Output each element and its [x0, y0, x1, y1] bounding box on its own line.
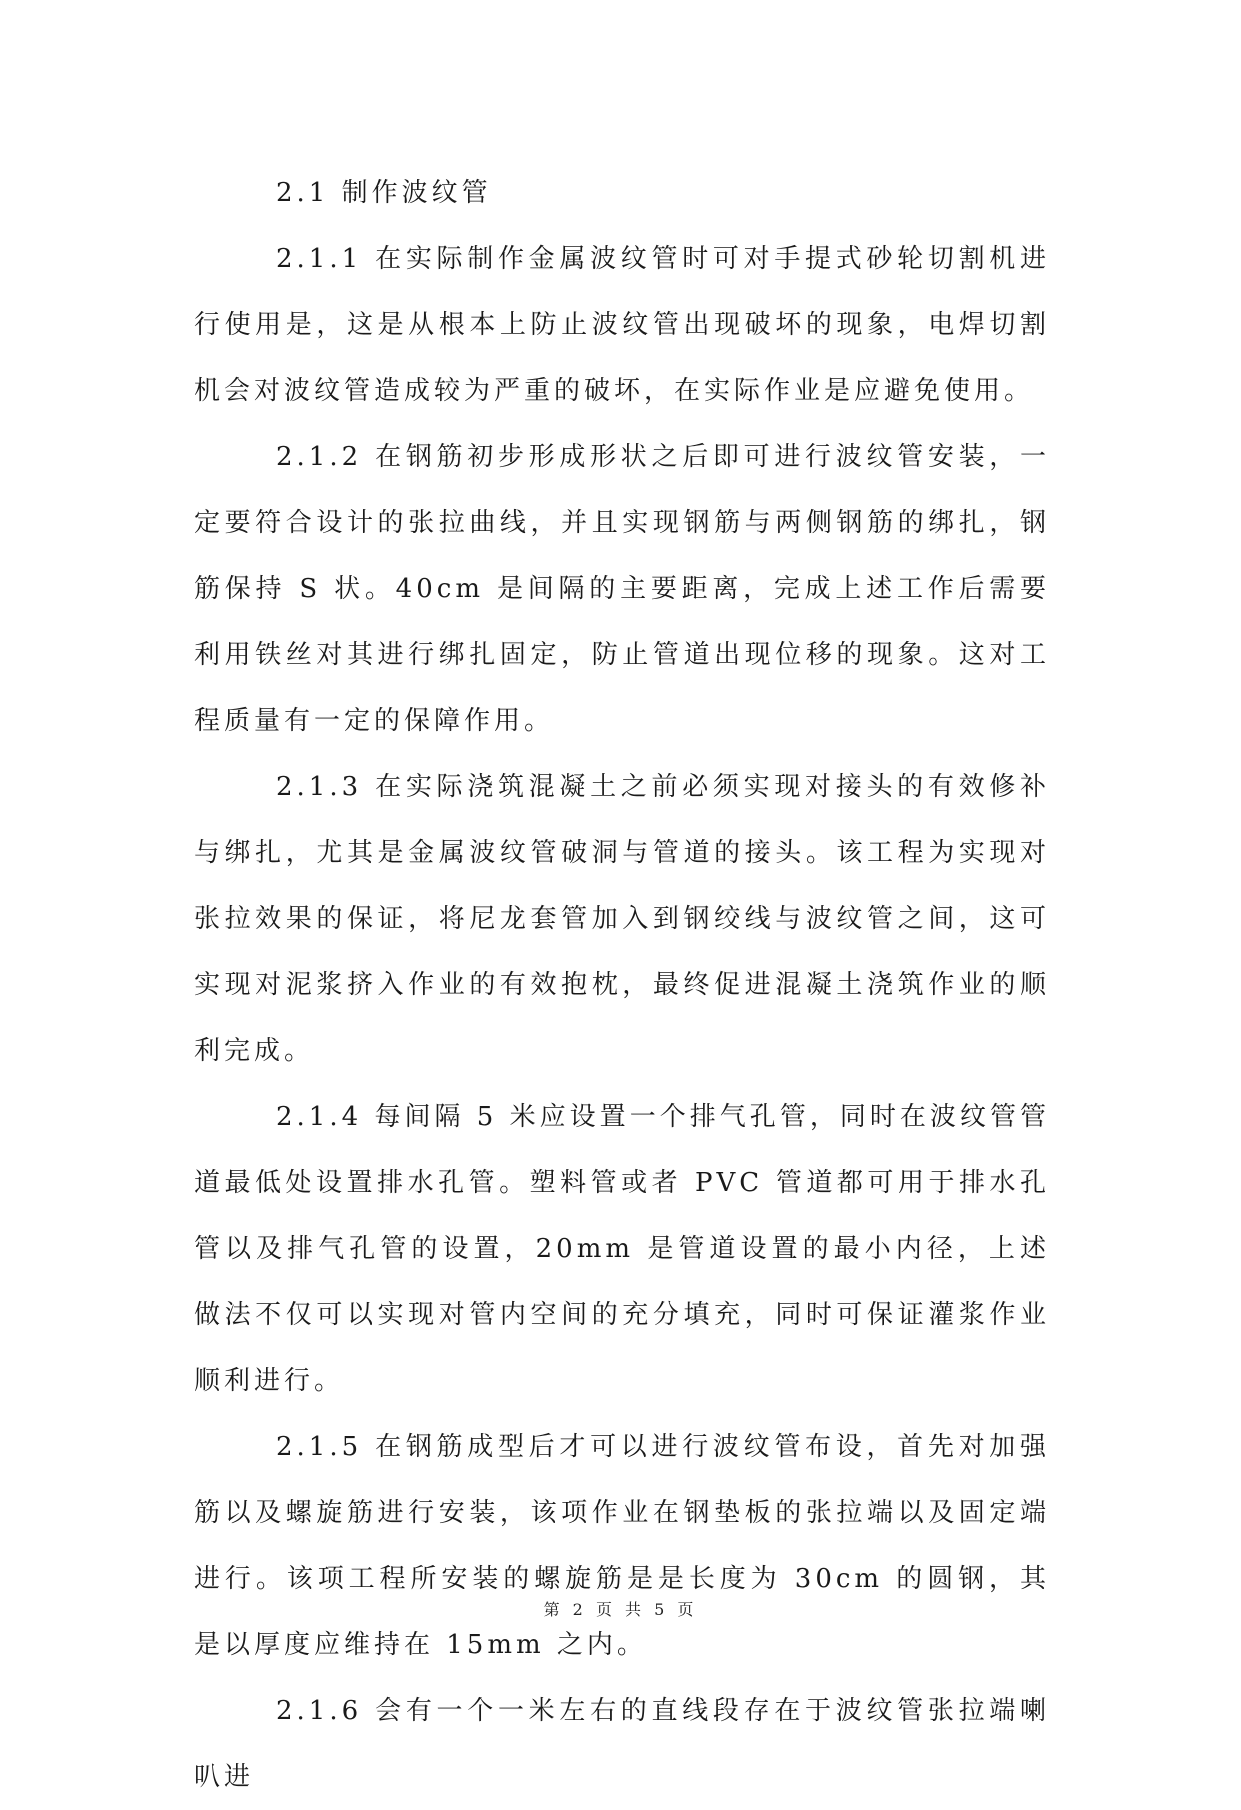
paragraph-2-1-5: 2.1.5 在钢筋成型后才可以进行波纹管布设，首先对加强筋以及螺旋筋进行安装，该项作业在钢垫板的张拉端以及固定端进行。该项工程所安装的螺旋筋是是长度为 30cm 的圆钢，其是以厚度应维持在 15mm 之内。 [194, 1432, 1050, 1660]
document-body [194, 160, 1050, 1810]
section-heading: 2.1 制作波纹管 [276, 178, 492, 208]
paragraph-2-1-6: 2.1.6 会有一个一米左右的直线段存在于波纹管张拉端喇叭进 [194, 1696, 1050, 1792]
paragraph-2-1-2: 2.1.2 在钢筋初步形成形状之后即可进行波纹管安装，一定要符合设计的张拉曲线，并且实现钢筋与两侧钢筋的绑扎，钢筋保持 S 状。40cm 是间隔的主要距离，完成上述工作后需要利用铁丝对其进行绑扎固定，防止管道出现位移的现象。这对工程质量有一定的保障作用。 [194, 442, 1050, 736]
paragraph-2-1-4: 2.1.4 每间隔 5 米应设置一个排气孔管，同时在波纹管管道最低处设置排水孔管。塑料管或者 PVC 管道都可用于排水孔管以及排气孔管的设置，20mm 是管道设置的最小内径，上述做法不仅可以实现对管内空间的充分填充，同时可保证灌浆作业顺利进行。 [194, 1102, 1050, 1396]
paragraph-2-1-1: 2.1.1 在实际制作金属波纹管时可对手提式砂轮切割机进行使用是，这是从根本上防止波纹管出现破坏的现象，电焊切割机会对波纹管造成较为严重的破坏，在实际作业是应避免使用。 [194, 244, 1050, 406]
paragraph-2-1-3: 2.1.3 在实际浇筑混凝土之前必须实现对接头的有效修补与绑扎，尤其是金属波纹管破洞与管道的接头。该工程为实现对张拉效果的保证，将尼龙套管加入到钢绞线与波纹管之间，这可实现对泥浆挤入作业的有效抱枕，最终促进混凝土浇筑作业的顺利完成。 [194, 772, 1050, 1066]
page-number-footer: 第 2 页 共 5 页 [543, 1600, 698, 1619]
